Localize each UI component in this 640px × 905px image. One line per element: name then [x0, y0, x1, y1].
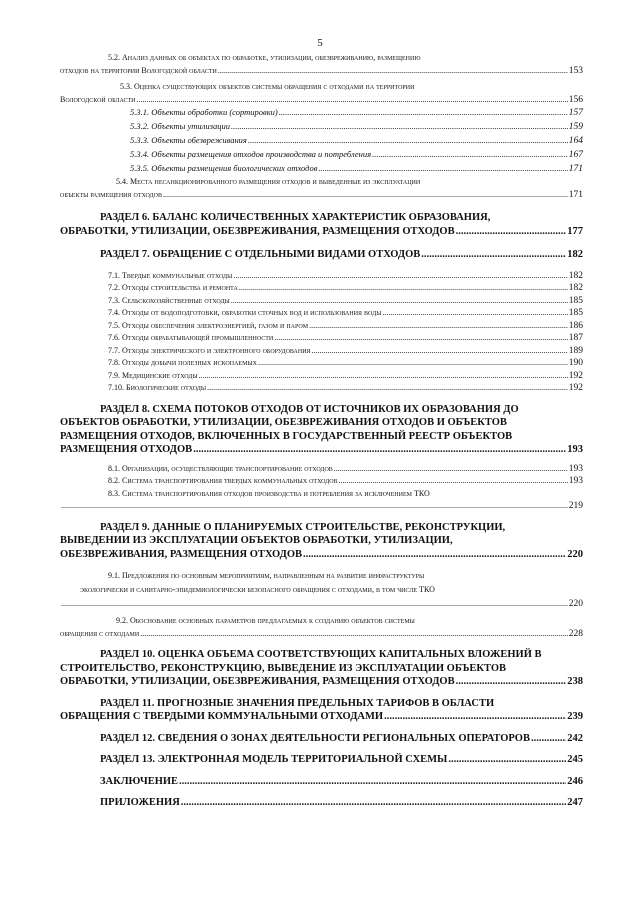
toc-page-number: 219 [568, 501, 583, 511]
toc-entry-5-3-3[interactable] [60, 134, 583, 148]
toc-page-number: 192 [568, 383, 583, 393]
toc-leader-dots [456, 675, 567, 689]
toc-leader-dots [239, 282, 568, 295]
toc-section-6[interactable] [60, 211, 583, 238]
toc-page-number: 164 [568, 136, 583, 146]
toc-leader-dots [279, 106, 568, 119]
toc-page-number: 167 [568, 150, 583, 160]
toc-leader-dots [384, 710, 566, 724]
toc-entry-text-cont: обращения с отходами [60, 628, 140, 638]
toc-entry-8-3[interactable] [60, 488, 583, 513]
toc-entry-5-3-2[interactable] [60, 120, 583, 134]
toc-section-13[interactable] [60, 753, 583, 767]
toc-entry-text: 5.4. Места несанкционированного размещения отходов и выведенные из эксплуатации [116, 177, 421, 186]
toc-page-number: 185 [568, 295, 583, 306]
toc-page-number: 246 [567, 775, 583, 787]
toc-entry-text: 9.2. Обоснование основных параметров предлагаемых к созданию объектов системы [116, 616, 415, 625]
toc-leader-dots [181, 796, 566, 810]
toc-leader-dots [312, 345, 568, 358]
toc-entry-text: 8.3. Система транспортирования отходов производства и потребления за исключением ТКО [108, 488, 430, 498]
toc-leader-dots [199, 370, 568, 383]
toc-leader-dots [456, 225, 567, 239]
toc-entry-text: 7.1. Твердые коммунальные отходы [108, 270, 233, 280]
toc-entry-text: 5.3.1. Объекты обработки (сортировки) [130, 107, 278, 117]
toc-page-number: 228 [568, 628, 583, 639]
toc-section-title: РАЗДЕЛ 12. СВЕДЕНИЯ О ЗОНАХ ДЕЯТЕЛЬНОСТИ РЕГИОНАЛЬНЫХ ОПЕРАТОРОВ [100, 732, 530, 744]
toc-entry-5-3-5[interactable] [60, 162, 583, 176]
toc-leader-dots [339, 475, 568, 488]
toc-entry-text: 5.3.2. Объекты утилизации [130, 121, 230, 131]
toc-entry-5-3-4[interactable] [60, 148, 583, 162]
toc-section-title-cont: РАЗМЕЩЕНИЯ ОТХОДОВ [60, 444, 193, 455]
toc-section-11[interactable] [60, 697, 583, 724]
toc-entry-text: 5.3.5. Объекты размещения биологических отходов [130, 163, 318, 173]
toc-leader-dots [163, 189, 568, 202]
toc-leader-dots [231, 120, 568, 133]
toc-entry-text-cont: экологически и санитарно-эпидемиологически безопасного обращения с отходами, в том числе ТКО [80, 585, 435, 594]
toc-entry-text: 7.4. Отходы от водоподготовки, обработки сточных вод и использования воды [108, 308, 382, 317]
toc-leader-dots [258, 357, 568, 370]
toc-leader-dots [421, 248, 566, 262]
toc-section-title: РАЗДЕЛ 9. ДАННЫЕ О ПЛАНИРУЕМЫХ СТРОИТЕЛЬСТВЕ, РЕКОНСТРУКЦИИ, [100, 521, 506, 533]
toc-entry-text-cont: Вологодской области [60, 94, 136, 104]
toc-entry-7-9[interactable] [60, 370, 583, 383]
toc-page-number: 238 [567, 676, 583, 687]
toc-section-title: РАЗДЕЛ 11. ПРОГНОЗНЫЕ ЗНАЧЕНИЯ ПРЕДЕЛЬНЫХ ТАРИФОВ В ОБЛАСТИ [100, 697, 495, 709]
toc-section-7[interactable] [60, 248, 583, 262]
toc-entry-9-1[interactable] [60, 569, 583, 611]
toc-leader-dots [231, 295, 568, 308]
toc-page-number: 193 [567, 444, 583, 455]
toc-section-title-cont: ОБРАБОТКИ, УТИЛИЗАЦИИ, ОБЕЗВРЕЖИВАНИЯ, РАЗМЕЩЕНИЯ ОТХОДОВ [60, 225, 455, 237]
toc-entry-7-3[interactable] [60, 295, 583, 308]
toc-entry-text: 7.5. Отходы обеспечения электроэнергией, газом и паром [108, 320, 309, 330]
toc-page-number: 157 [568, 108, 583, 118]
toc-page-number: 190 [568, 358, 583, 368]
toc-section-10[interactable] [60, 648, 583, 689]
toc-entry-5-4[interactable] [60, 176, 583, 201]
toc-entry-text: 8.1. Организации, осуществляющие транспортирование отходов [108, 463, 333, 473]
toc-leader-dots [233, 270, 567, 283]
toc-entry-text-cont: отходов на территории Вологодской области [60, 65, 217, 75]
toc-section-title: ПРИЛОЖЕНИЯ [100, 797, 180, 808]
toc-leader-dots [248, 134, 568, 147]
toc-entry-text: 7.2. Отходы строительства и ремонта [108, 283, 238, 292]
toc-page-number: 239 [567, 711, 583, 722]
toc-entry-9-2[interactable] [60, 615, 583, 640]
toc-section-12[interactable] [60, 732, 583, 746]
toc-entry-8-2[interactable] [60, 475, 583, 488]
toc-leader-dots [309, 320, 568, 333]
toc-page-number: 171 [568, 189, 583, 200]
toc-page-number: 182 [567, 249, 583, 260]
toc-section-title-cont: СТРОИТЕЛЬСТВО, РЕКОНСТРУКЦИЮ, ВЫВЕДЕНИЕ ИЗ ЭКСПЛУАТАЦИИ ОБЪЕКТОВ [60, 662, 507, 674]
toc-page-number: 153 [568, 65, 583, 76]
toc-section-title: РАЗДЕЛ 10. ОЦЕНКА ОБЪЕМА СООТВЕТСТВУЮЩИХ КАПИТАЛЬНЫХ ВЛОЖЕНИЙ В [100, 649, 542, 660]
toc-leader-dots [318, 162, 567, 175]
toc-entry-text: 5.3. Оценка существующих объектов системы обращения с отходами на территории [120, 82, 415, 91]
toc-page-number: 182 [568, 270, 583, 281]
toc-leader-dots [303, 548, 566, 562]
toc-page-number: 193 [568, 476, 583, 486]
toc-page-number: 185 [568, 308, 583, 318]
toc-entry-7-6[interactable] [60, 332, 583, 345]
toc-entry-text: 7.8. Отходы добычи полезных ископаемых [108, 358, 257, 367]
toc-conclusion[interactable] [60, 775, 583, 789]
toc-entry-5-3-1[interactable] [60, 106, 583, 120]
toc-section-9[interactable] [60, 521, 583, 562]
page-number: 5 [317, 37, 323, 49]
toc-section-title: РАЗДЕЛ 13. ЭЛЕКТРОННАЯ МОДЕЛЬ ТЕРРИТОРИАЛЬНОЙ СХЕМЫ [100, 754, 448, 765]
toc-page-number: 156 [568, 94, 583, 105]
toc-leader-dots [207, 382, 568, 395]
toc-entry-7-7[interactable] [60, 345, 583, 358]
toc-leader-dots [61, 500, 568, 513]
toc-leader-dots [531, 732, 566, 746]
toc-leader-dots [218, 65, 568, 78]
toc-section-title: РАЗДЕЛ 8. СХЕМА ПОТОКОВ ОТХОДОВ ОТ ИСТОЧНИКОВ ИХ ОБРАЗОВАНИЯ ДО [100, 403, 519, 415]
toc-section-title-cont: ОБРАБОТКИ, УТИЛИЗАЦИИ, ОБЕЗВРЕЖИВАНИЯ, РАЗМЕЩЕНИЯ ОТХОДОВ [60, 676, 455, 687]
toc-entry-text: 8.2. Система транспортирования твердых коммунальных отходов [108, 476, 338, 485]
toc-entry-text: 7.7. Отходы электрического и электронного оборудования [108, 345, 311, 355]
toc-page-number: 245 [567, 754, 583, 765]
toc-entry-7-8[interactable] [60, 357, 583, 370]
toc-entry-text: 5.3.3. Объекты обезвреживания [130, 135, 247, 145]
toc-section-8[interactable] [60, 403, 583, 457]
toc-leader-dots [274, 332, 567, 345]
toc-page-number: 171 [568, 164, 583, 174]
toc-section-title: ЗАКЛЮЧЕНИЕ [100, 775, 179, 787]
toc-entry-text: 5.2. Анализ данных об объектах по обработке, утилизации, обезвреживанию, размещению [108, 53, 421, 62]
toc-entry-text: 5.3.4. Объекты размещения отходов производства и потребления [130, 149, 372, 159]
toc-section-title: РАЗДЕЛ 6. БАЛАНС КОЛИЧЕСТВЕННЫХ ХАРАКТЕРИСТИК ОБРАЗОВАНИЯ, [100, 212, 491, 223]
toc-leader-dots [448, 753, 566, 767]
toc-page-number: 242 [567, 732, 583, 744]
toc-entry-7-5[interactable] [60, 320, 583, 333]
toc-entry-text: 7.10. Биологические отходы [108, 383, 207, 392]
toc-leader-dots [382, 307, 567, 320]
toc-entry-7-4[interactable] [60, 307, 583, 320]
toc-leader-dots [193, 443, 566, 457]
toc-leader-dots [61, 597, 568, 611]
toc-entry-text-cont: объекты размещения отходов [60, 189, 162, 199]
toc-section-title: РАЗДЕЛ 7. ОБРАЩЕНИЕ С ОТДЕЛЬНЫМИ ВИДАМИ ОТХОДОВ [100, 249, 421, 260]
toc-page-number: 186 [568, 320, 583, 331]
toc-entry-5-2[interactable] [60, 52, 583, 77]
toc-page-number: 192 [568, 370, 583, 381]
toc-entry-7-2[interactable] [60, 282, 583, 295]
toc-page-number: 220 [567, 548, 583, 560]
toc-section-title-cont: ОБРАЩЕНИЯ С ТВЕРДЫМИ КОММУНАЛЬНЫМИ ОТХОДАМИ [60, 711, 384, 722]
toc-section-title-cont: ОБЪЕКТОВ ОБРАБОТКИ, УТИЛИЗАЦИИ, ОБЕЗВРЕЖИВАНИЯ ОТХОДОВ И ОБЪЕКТОВ [60, 417, 507, 428]
toc-entry-8-1[interactable] [60, 463, 583, 476]
toc-leader-dots [334, 463, 568, 476]
toc-page-number: 159 [568, 122, 583, 132]
toc-entry-7-1[interactable] [60, 270, 583, 283]
toc-leader-dots [140, 628, 568, 641]
toc-section-title-cont: ОБЕЗВРЕЖИВАНИЯ, РАЗМЕЩЕНИЯ ОТХОДОВ [60, 548, 303, 560]
toc-entry-7-10[interactable] [60, 382, 583, 395]
toc-section-title-cont: РАЗМЕЩЕНИЯ ОТХОДОВ, ВКЛЮЧЕННЫХ В ГОСУДАРСТВЕННЫЙ РЕЕСТР ОБЪЕКТОВ [60, 430, 513, 442]
toc-entry-text: 7.3. Сельскохозяйственные отходы [108, 295, 230, 305]
table-of-contents [60, 52, 583, 810]
toc-page-number: 220 [568, 599, 583, 609]
toc-entry-text: 7.6. Отходы обрабатывающей промышленности [108, 333, 274, 342]
toc-leader-dots [136, 94, 567, 107]
toc-leader-dots [179, 775, 566, 789]
toc-page-number: 182 [568, 283, 583, 293]
toc-leader-dots [372, 148, 568, 161]
toc-entry-text: 9.1. Предложения по основным мероприятиям, направленным на развитие инфраструктуры [108, 571, 425, 580]
toc-appendices[interactable] [60, 796, 583, 810]
toc-page-number: 247 [567, 797, 583, 808]
toc-section-title-cont: ВЫВЕДЕНИИ ИЗ ЭКСПЛУАТАЦИИ ОБЪЕКТОВ ОБРАБОТКИ, УТИЛИЗАЦИИ, [60, 535, 453, 546]
toc-page-number: 189 [568, 345, 583, 356]
toc-page-number: 193 [568, 463, 583, 474]
toc-entry-5-3[interactable] [60, 81, 583, 106]
toc-page-number: 187 [568, 333, 583, 343]
toc-entry-text: 7.9. Медицинские отходы [108, 370, 198, 380]
toc-page-number: 177 [567, 225, 583, 237]
